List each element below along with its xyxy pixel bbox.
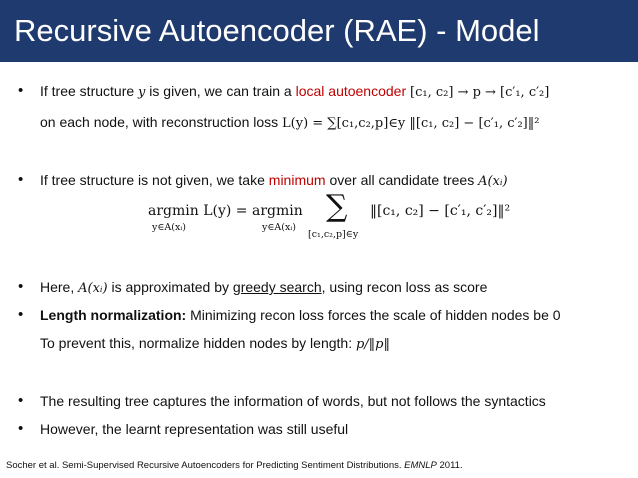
bullet-2-prefix: If tree structure is not given, we take (40, 172, 269, 188)
bullet-marker: • (18, 420, 24, 437)
bullet-2-suffix: over all candidate trees (325, 172, 479, 188)
citation-venue: EMNLP (404, 460, 437, 471)
bullet-1-line-2-math: L(y) = ∑[c₁,c₂,p]∈y ‖[c₁, c₂] − [c′₁, c′₂]‖² (282, 116, 540, 131)
bullet-2-math: A(xᵢ) (478, 174, 508, 189)
bullet-6-line: However, the learnt representation was still useful (40, 421, 349, 437)
bullet-1-line-1 (40, 82, 549, 102)
bullet-1-line-2-text: on each node, with reconstruction loss (40, 114, 283, 130)
equation-sub-2: y∈A(xᵢ) (262, 222, 296, 233)
bullet-1-math: [c₁, c₂] → p → [c′₁, c′₂] (410, 85, 550, 100)
bullet-4-line-2-text: To prevent this, normalize hidden nodes by length: (40, 335, 356, 351)
equation-term: ‖[c₁, c₂] − [c′₁, c′₂]‖² (370, 203, 511, 219)
citation-year: 2011. (436, 460, 463, 471)
equation-lhs: argmin L(y) = argmin (148, 203, 303, 219)
bullet-4-rest: Minimizing recon loss forces the scale of hidden nodes be 0 (186, 307, 561, 323)
bullet-marker: • (18, 278, 24, 295)
bullet-5-line: The resulting tree captures the information of words, but not follows the syntactics (40, 393, 546, 409)
bullet-4-line-2-math: p/‖p‖ (355, 337, 391, 352)
bullet-1-line-2 (40, 113, 539, 133)
bullet-3-math: A(xᵢ) (78, 281, 108, 296)
bullet-4-line-2 (40, 334, 390, 354)
bullet-2-highlight: minimum (268, 172, 326, 188)
bullet-3-prefix: Here, (40, 279, 79, 295)
bullet-1-prefix: If tree structure (40, 83, 139, 99)
slide-title: Recursive Autoencoder (RAE) - Model (14, 13, 540, 48)
citation-footer (6, 460, 463, 471)
sum-subscript: [c₁,c₂,p]∈y (308, 229, 359, 240)
bullet-1-mid: is given, we can train a (145, 83, 296, 99)
bullet-3-suffix: , using recon loss as score (321, 279, 488, 295)
equation-sub-1: y∈A(xᵢ) (152, 222, 186, 233)
bullet-4-line-1 (40, 306, 561, 324)
citation-text: Socher et al. Semi-Supervised Recursive Autoencoders for Predicting Sentiment Distributions. (6, 460, 405, 471)
bullet-3-mid: is approximated by (107, 279, 233, 295)
bullet-4-bold: Length normalization: (40, 307, 187, 323)
bullet-2-line (40, 171, 508, 191)
bullet-marker: • (18, 82, 24, 99)
bullet-marker: • (18, 171, 24, 188)
bullet-3-line (40, 278, 487, 298)
bullet-marker: • (18, 392, 24, 409)
sum-symbol: ∑ (326, 189, 348, 224)
title-bar (0, 0, 638, 62)
bullet-marker: • (18, 306, 24, 323)
bullet-1-var-y: y (138, 85, 146, 100)
bullet-3-underlined: greedy search (232, 279, 322, 295)
bullet-1-highlight: local autoencoder (295, 83, 407, 99)
